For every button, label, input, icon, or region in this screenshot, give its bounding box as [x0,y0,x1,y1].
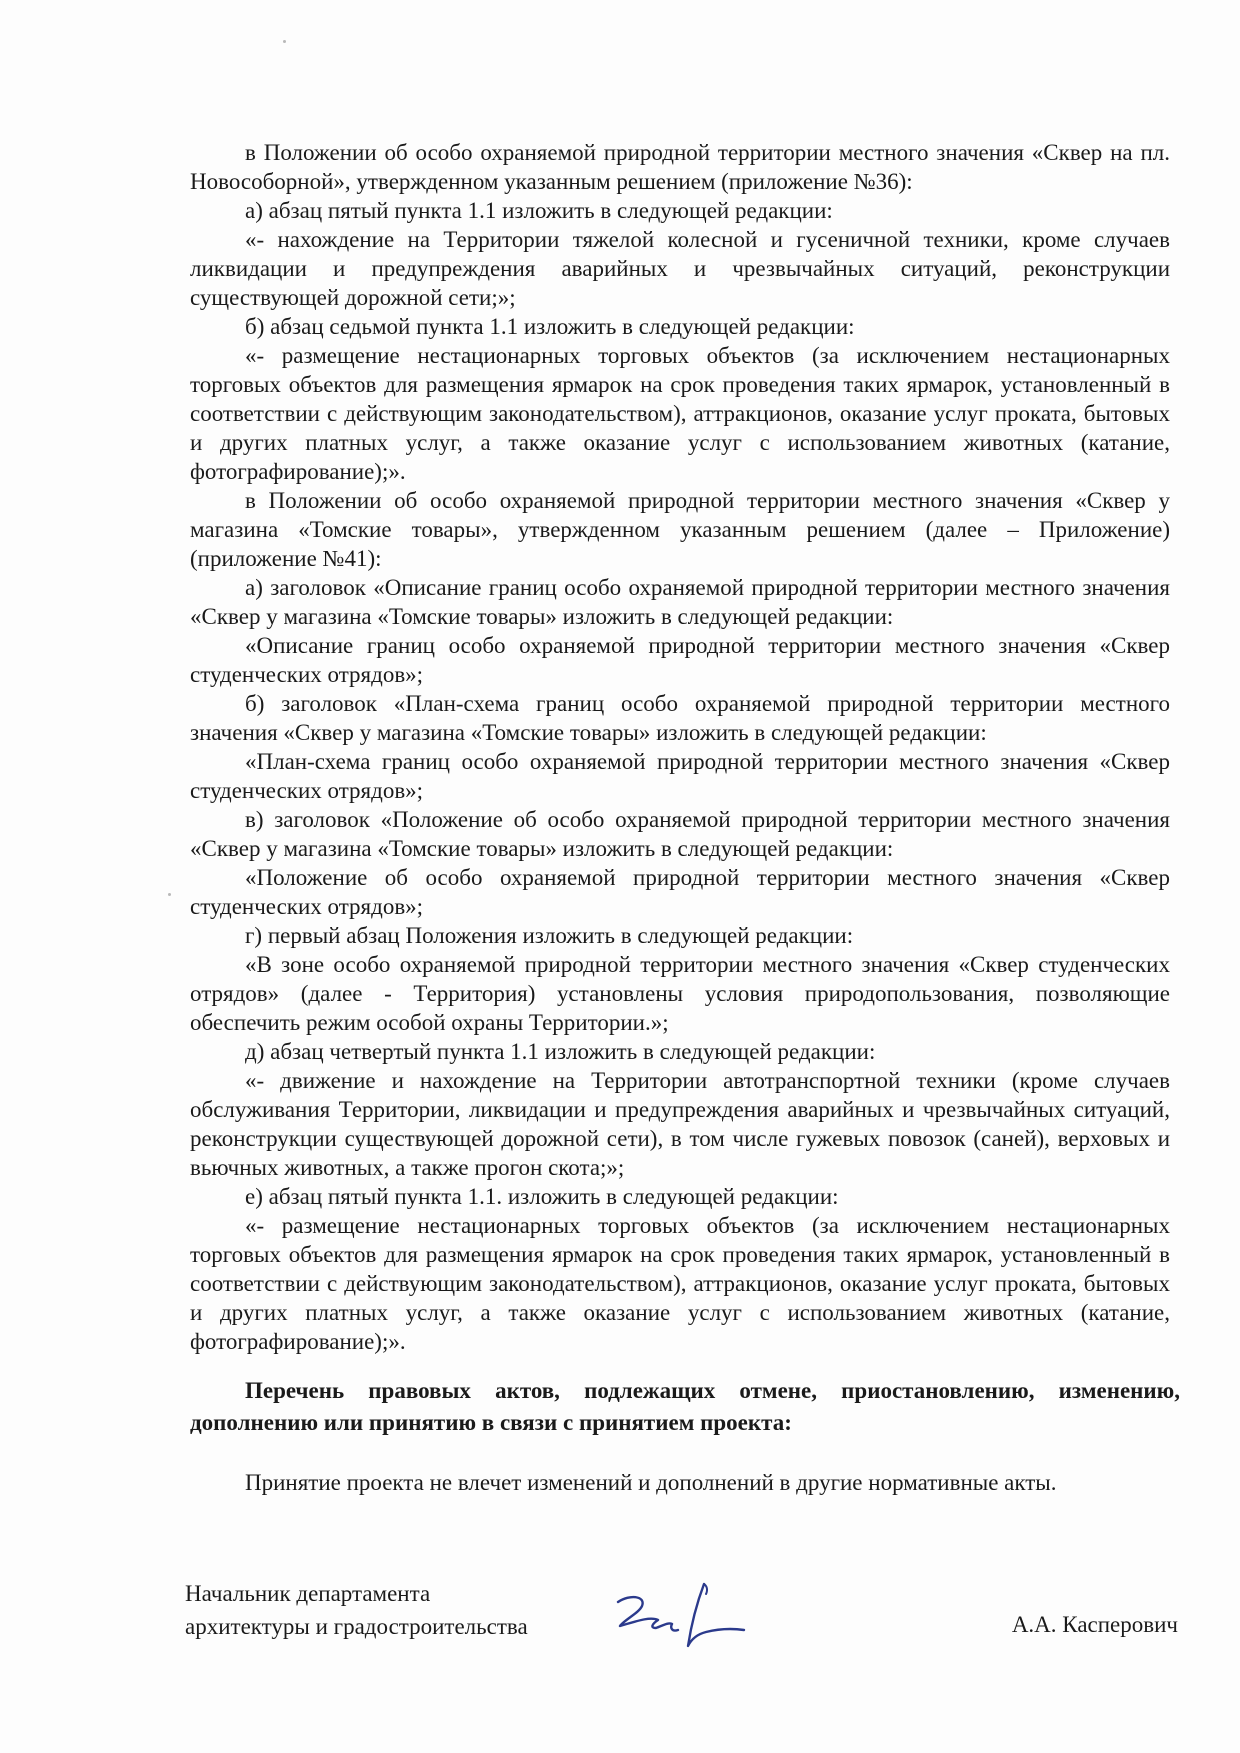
signatory-title [185,1577,528,1643]
paragraph: «Положение об особо охраняемой природной территории местного значения «Сквер студенческих отрядов»; [190,865,1170,919]
paragraph: д) абзац четвертый пункта 1.1 изложить в следующей редакции: [245,1039,876,1064]
paragraph: «- движение и нахождение на Территории автотранспортной техники (кроме случаев обслуживания Территории, ликвидации и предупреждения аварийных и чрезвычайных ситуаций, реконструкции существующей дорожной сети), в том числе гужевых повозок (саней), верховых и вьючных животных, а также прогон скота;»; [190,1068,1170,1180]
note-text: Принятие проекта не влечет изменений и дополнений в другие нормативные акты. [245,1470,1057,1495]
scan-speck [168,893,171,896]
paragraph: «- нахождение на Территории тяжелой колесной и гусеничной техники, кроме случаев ликвидации и предупреждения аварийных и чрезвычайных ситуаций, реконструкции существующей дорожной сети;»; [190,227,1170,310]
handwritten-signature [612,1580,752,1652]
signatory-title-line: архитектуры и градостроительства [185,1614,528,1639]
section-heading: Перечень правовых актов, подлежащих отмене, приостановлению, изменению, дополнению или принятию в связи с принятием проекта: [190,1378,1180,1435]
paragraph: г) первый абзац Положения изложить в следующей редакции: [245,923,854,948]
paragraph: в Положении об особо охраняемой природной территории местного значения «Сквер у магазина «Томские товары», утвержденном указанным решением (далее – Приложение) (приложение №41): [190,488,1170,571]
paragraph: «В зоне особо охраняемой природной территории местного значения «Сквер студенческих отрядов» (далее - Территория) установлены условия природопользования, позволяющие обеспечить режим особой охраны Территории.»; [190,952,1170,1035]
paragraph: а) абзац пятый пункта 1.1 изложить в следующей редакции: [245,198,833,223]
paragraph: а) заголовок «Описание границ особо охраняемой природной территории местного значения «Сквер у магазина «Томские товары» изложить в следующей редакции: [190,575,1170,629]
paragraph: «План-схема границ особо охраняемой природной территории местного значения «Сквер студенческих отрядов»; [190,749,1170,803]
signatory-name: А.А. Касперович [1011,1612,1178,1637]
paragraph: б) заголовок «План-схема границ особо охраняемой природной территории местного значения «Сквер у магазина «Томские товары» изложить в следующей редакции: [190,691,1170,745]
paragraph: «Описание границ особо охраняемой природной территории местного значения «Сквер студенческих отрядов»; [190,633,1170,687]
signatory-title-line: Начальник департамента [185,1581,431,1606]
body-text [190,138,1170,1356]
paragraph: в) заголовок «Положение об особо охраняемой природной территории местного значения «Сквер у магазина «Томские товары» изложить в следующей редакции: [190,807,1170,861]
scan-speck [283,40,286,43]
paragraph: «- размещение нестационарных торговых объектов (за исключением нестационарных торговых объектов для размещения ярмарок на срок проведения таких ярмарок, установленный в соответствии с действующим законодательством), аттракционов, оказание услуг проката, бытовых и других платных услуг, а также оказание услуг с использованием животных (катание, фотографирование);». [190,343,1170,484]
paragraph: е) абзац пятый пункта 1.1. изложить в следующей редакции: [245,1184,839,1209]
paragraph: «- размещение нестационарных торговых объектов (за исключением нестационарных торговых объектов для размещения ярмарок на срок проведения таких ярмарок, установленный в соответствии с действующим законодательством), аттракционов, оказание услуг проката, бытовых и других платных услуг, а также оказание услуг с использованием животных (катание, фотографирование);». [190,1213,1170,1354]
paragraph: в Положении об особо охраняемой природной территории местного значения «Сквер на пл. Новособорной», утвержденном указанным решением (приложение №36): [190,140,1170,194]
paragraph: б) абзац седьмой пункта 1.1 изложить в следующей редакции: [245,314,855,339]
